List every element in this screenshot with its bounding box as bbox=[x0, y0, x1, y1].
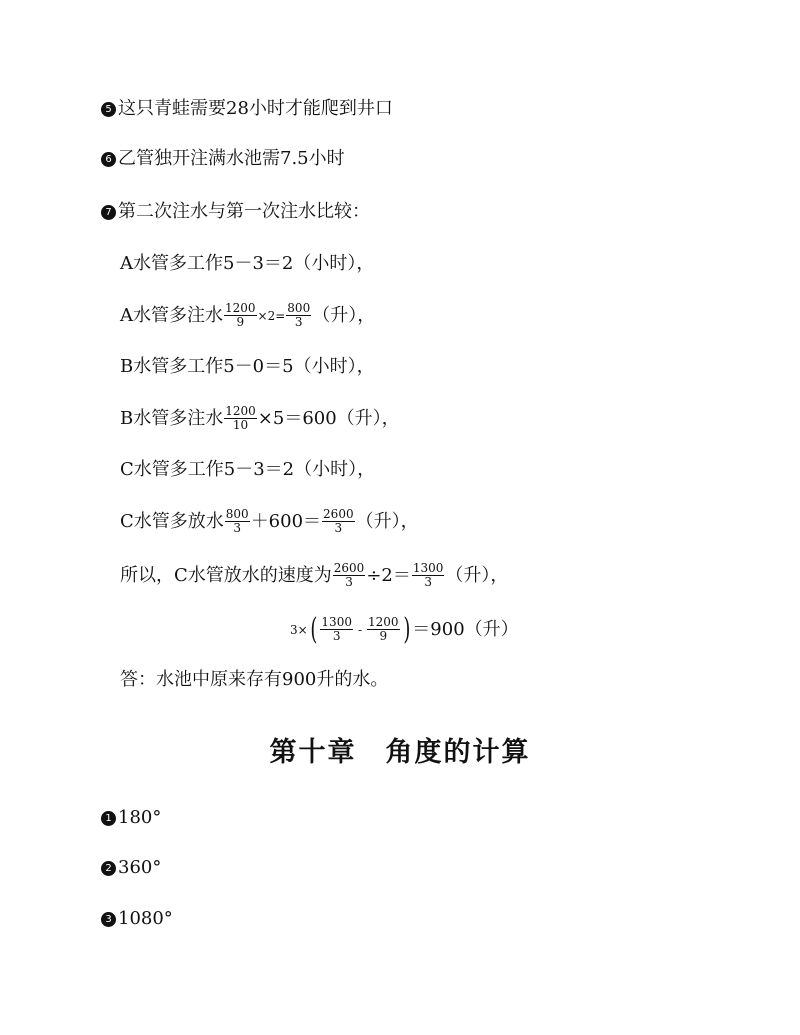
calc-line-5: C水管多工作5－3＝2（小时）， bbox=[120, 459, 376, 480]
answer-item-2 bbox=[101, 856, 161, 880]
denominator: 10 bbox=[232, 418, 249, 432]
fraction bbox=[320, 616, 353, 643]
answer-text: 180° bbox=[118, 807, 162, 828]
denominator: 9 bbox=[379, 629, 388, 643]
answer-item-7 bbox=[101, 200, 370, 224]
right-paren: ) bbox=[402, 611, 410, 647]
numerator: 800 bbox=[225, 507, 249, 521]
answer-text: 第二次注水与第一次注水比较： bbox=[118, 201, 370, 222]
calc-line-4 bbox=[120, 405, 400, 432]
numerator: 1200 bbox=[368, 615, 399, 629]
calc-text: C水管多放水 bbox=[120, 510, 224, 532]
calc-line-6 bbox=[120, 508, 419, 535]
fraction bbox=[225, 508, 250, 535]
answer-text: 这只青蛙需要28小时才能爬到井口 bbox=[118, 98, 393, 119]
fraction bbox=[286, 302, 311, 329]
numerator: 2600 bbox=[333, 561, 365, 575]
answer-item-6 bbox=[101, 147, 345, 171]
calc-line-1: A水管多工作5－3＝2（小时）， bbox=[120, 253, 375, 274]
calc-text: ×5＝600（升）， bbox=[257, 407, 400, 429]
calc-text: （升）， bbox=[445, 564, 509, 586]
numerator: 2600 bbox=[323, 507, 354, 521]
fraction bbox=[322, 508, 355, 535]
calc-line-7 bbox=[120, 562, 508, 589]
denominator: 3 bbox=[332, 629, 341, 643]
numerator: 1300 bbox=[321, 615, 352, 629]
calc-text: 所以，C水管放水的速度为 bbox=[120, 564, 332, 586]
chapter-title: 第十章 角度的计算 bbox=[269, 737, 531, 768]
operator: ×2= bbox=[257, 308, 286, 323]
calc-text: B水管多注水 bbox=[120, 407, 224, 429]
denominator: 3 bbox=[233, 521, 242, 535]
answer-text: 1080° bbox=[118, 908, 173, 929]
number-badge: 6 bbox=[101, 152, 116, 167]
calc-text: （升）， bbox=[312, 304, 376, 326]
denominator: 3 bbox=[334, 521, 343, 535]
left-paren: ( bbox=[310, 611, 318, 647]
calc-text: （升）， bbox=[355, 510, 419, 532]
operator: - bbox=[357, 622, 363, 637]
numerator: 800 bbox=[287, 301, 311, 315]
answer-text: 乙管独开注满水池需7.5小时 bbox=[118, 148, 345, 169]
calc-text: 3× bbox=[290, 622, 308, 637]
calc-text: ＝900（升） bbox=[412, 618, 519, 640]
number-badge: 2 bbox=[101, 861, 116, 876]
numerator: 1200 bbox=[225, 404, 256, 418]
numerator: 1300 bbox=[412, 561, 444, 575]
answer-sentence: 答：水池中原来存有900升的水。 bbox=[120, 669, 389, 690]
number-badge: 3 bbox=[101, 912, 116, 927]
answer-item-5 bbox=[101, 97, 393, 121]
calc-line-2 bbox=[120, 302, 375, 329]
denominator: 9 bbox=[236, 315, 245, 329]
denominator: 3 bbox=[424, 575, 432, 589]
number-badge: 1 bbox=[101, 811, 116, 826]
calc-line-8 bbox=[290, 611, 519, 647]
denominator: 3 bbox=[294, 315, 303, 329]
fraction bbox=[224, 405, 257, 432]
number-badge: 7 bbox=[101, 205, 116, 220]
number-badge: 5 bbox=[101, 102, 116, 117]
answer-text: 360° bbox=[118, 857, 162, 878]
calc-text: ÷2＝ bbox=[366, 564, 411, 586]
fraction bbox=[367, 616, 400, 643]
denominator: 3 bbox=[345, 575, 353, 589]
fraction bbox=[224, 302, 257, 329]
fraction bbox=[333, 562, 366, 589]
calc-line-3: B水管多工作5－0＝5（小时）， bbox=[120, 356, 375, 377]
numerator: 1200 bbox=[225, 301, 256, 315]
calc-text: A水管多注水 bbox=[120, 304, 223, 326]
answer-item-3 bbox=[101, 907, 173, 931]
fraction bbox=[412, 562, 445, 589]
calc-text: ＋600＝ bbox=[250, 510, 322, 532]
answer-item-1 bbox=[101, 806, 161, 830]
